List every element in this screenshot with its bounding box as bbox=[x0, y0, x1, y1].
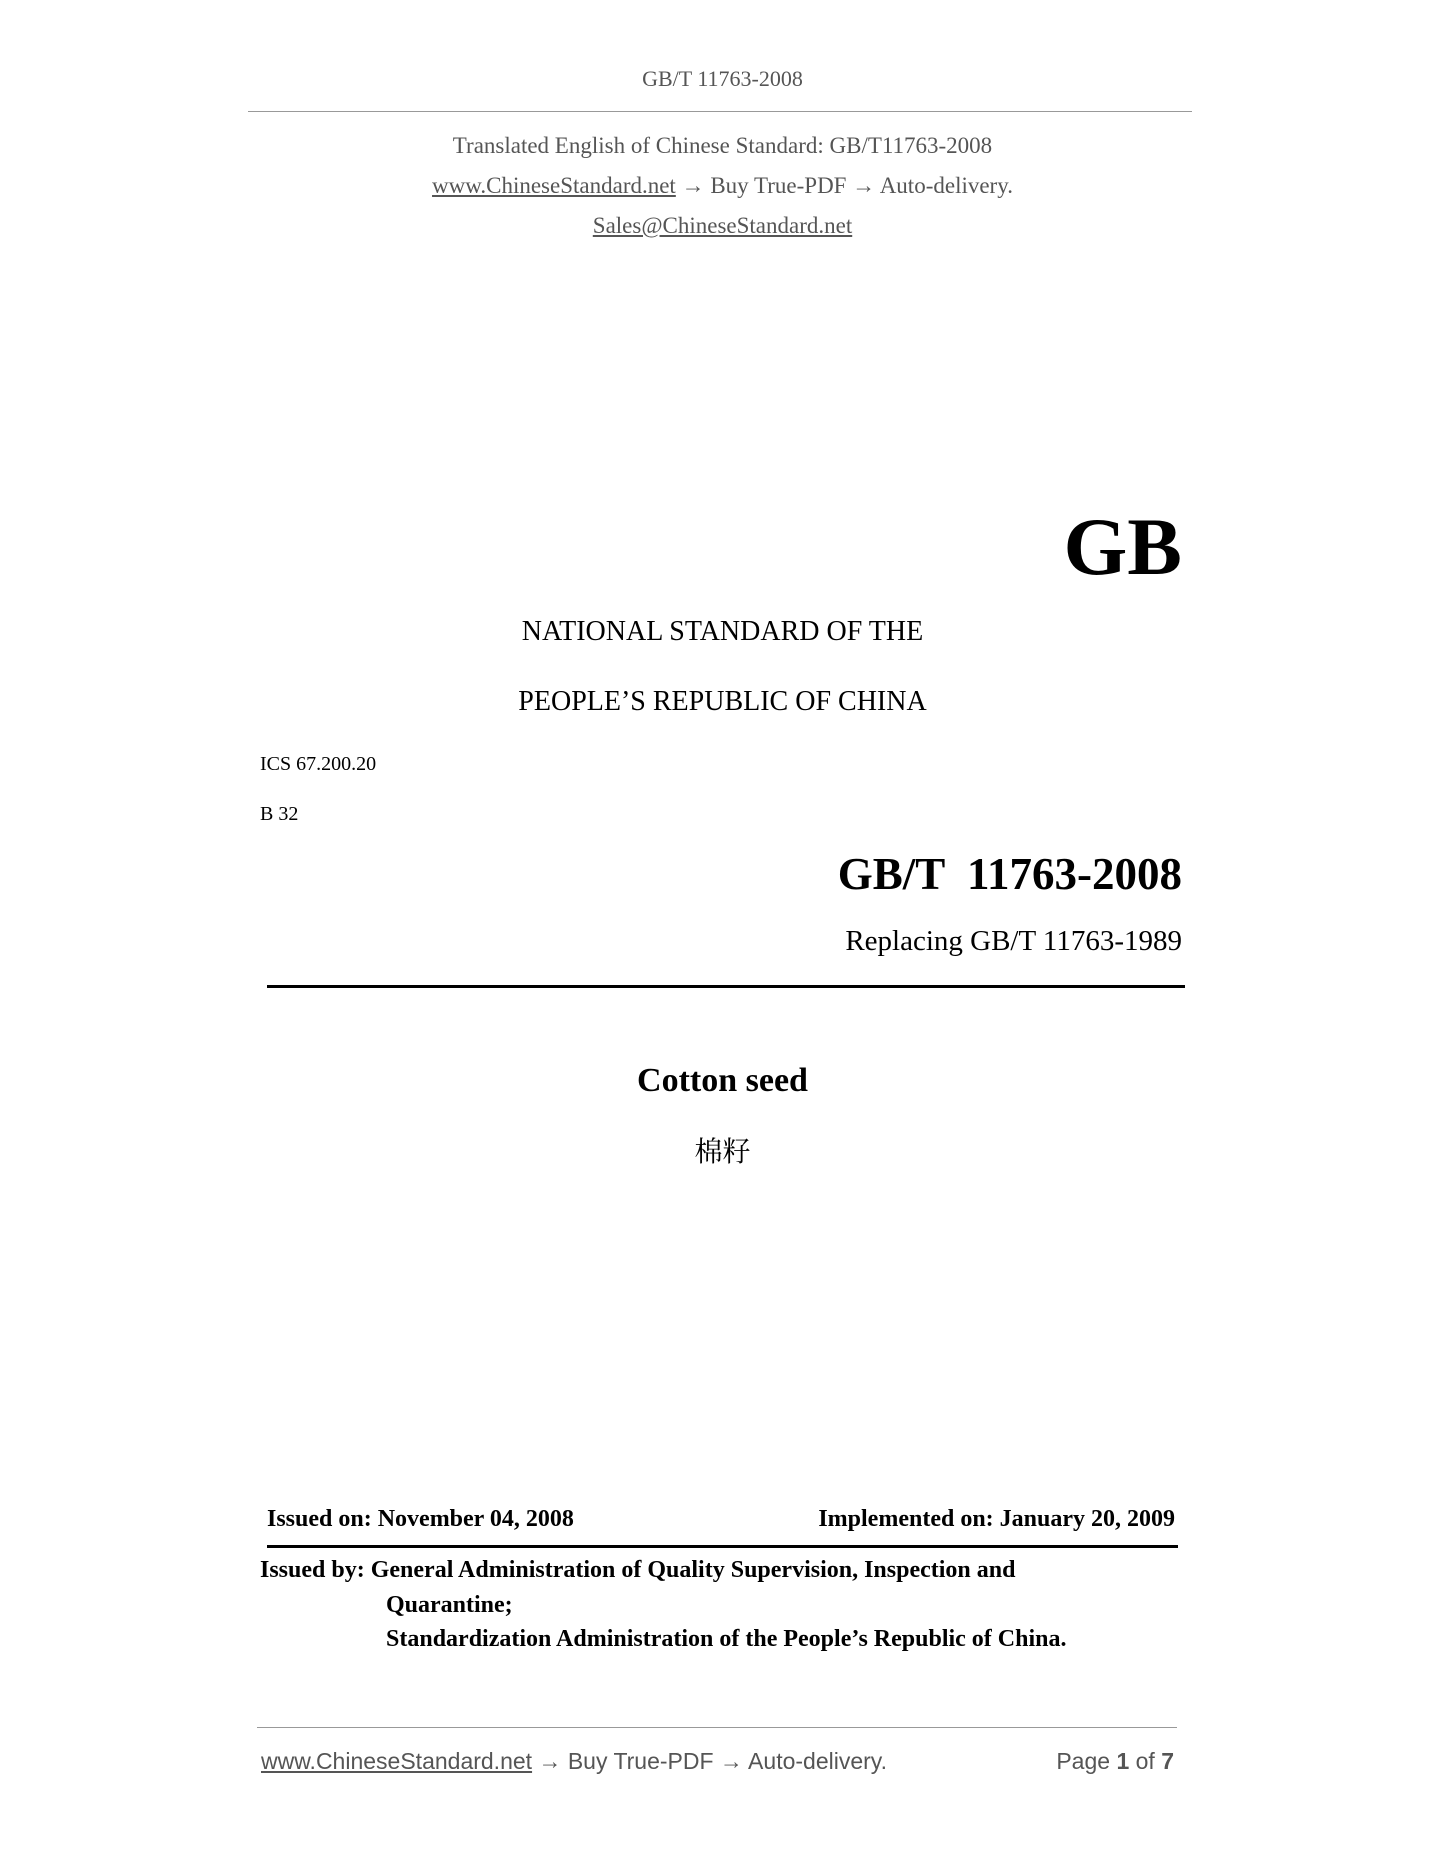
header-divider bbox=[248, 111, 1192, 112]
ics-code: ICS 67.200.20 bbox=[260, 753, 377, 775]
page-label: Page bbox=[1056, 1748, 1111, 1774]
implemented-date: Implemented on: January 20, 2009 bbox=[818, 1506, 1175, 1532]
footer-purchase-text: → Buy True-PDF → Auto-delivery. bbox=[532, 1748, 887, 1774]
purchase-text: → Buy True-PDF → Auto-delivery. bbox=[675, 173, 1013, 198]
issued-by-block bbox=[260, 1557, 1015, 1584]
title-english: Cotton seed bbox=[637, 1062, 808, 1099]
standard-number: GB/T 11763-2008 bbox=[837, 849, 1182, 899]
of-label: of bbox=[1135, 1748, 1155, 1774]
page-number: 1 bbox=[1116, 1748, 1130, 1774]
gb-mark: GB bbox=[1063, 501, 1182, 592]
site-link[interactable]: www.ChineseStandard.net bbox=[432, 173, 676, 198]
national-standard-line2: PEOPLE’S REPUBLIC OF CHINA bbox=[518, 686, 927, 717]
replacing-standard: Replacing GB/T 11763-1989 bbox=[845, 925, 1182, 957]
issued-date: Issued on: November 04, 2008 bbox=[267, 1506, 574, 1532]
purchase-line bbox=[0, 173, 1445, 199]
issuer-line1: General Administration of Quality Supervision, Inspection and bbox=[370, 1557, 1016, 1583]
page-total: 7 bbox=[1161, 1748, 1174, 1774]
email-line bbox=[0, 213, 1445, 239]
issuer-divider bbox=[267, 1545, 1178, 1548]
footer-site-link[interactable]: www.ChineseStandard.net bbox=[261, 1748, 533, 1774]
footer-purchase-line bbox=[261, 1748, 887, 1775]
ccs-code: B 32 bbox=[260, 803, 299, 825]
issuer-line3: Standardization Administration of the People’s Republic of China. bbox=[386, 1626, 1067, 1652]
issued-by-label: Issued by: bbox=[260, 1557, 371, 1583]
running-header: GB/T 11763-2008 bbox=[642, 66, 803, 91]
title-chinese: 棉籽 bbox=[694, 1135, 751, 1168]
national-standard-line1: NATIONAL STANDARD OF THE bbox=[521, 616, 924, 647]
title-divider bbox=[267, 985, 1185, 988]
sales-email-link[interactable]: Sales@ChineseStandard.net bbox=[592, 213, 853, 238]
translation-notice: Translated English of Chinese Standard: GB/T11763-2008 bbox=[452, 133, 993, 158]
issuer-line2: Quarantine; bbox=[386, 1592, 513, 1618]
page-indicator bbox=[1056, 1748, 1174, 1775]
footer-divider bbox=[257, 1727, 1177, 1728]
